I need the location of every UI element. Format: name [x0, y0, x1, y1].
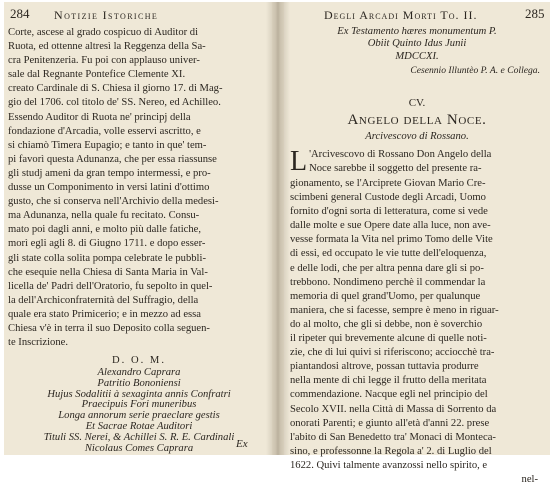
text-line: dalle molte e sue Opere date alla luce, non ave- — [290, 220, 491, 232]
left-page-number: 284 — [10, 6, 30, 21]
text-line: trebbono. Nondimeno perchè il commendar la — [290, 276, 486, 288]
text-line: gio del 1706. col titolo de' SS. Nereo, ed Achilleo. — [8, 97, 221, 109]
left-page — [4, 2, 272, 455]
text-line: gli studj ameni da gran tempo intermessi, e pro- — [8, 167, 211, 179]
right-body-text — [290, 148, 546, 487]
text-line: vesse formata la Vita nel primo Tomo delle Vite — [290, 234, 493, 246]
text-line: cra Penitenzeria. Fu poi con applauso univer- — [8, 55, 200, 67]
text-line: e delle lodi, che per altra penna dare gli si po- — [290, 262, 484, 274]
text-line: piantandosi altrove, possan tuttavia produrre — [290, 361, 479, 373]
inscription-line: Praecipuis Fori muneribus — [81, 399, 197, 411]
text-line: Chiesa v'è in terra il suo Deposito colla seguen- — [8, 322, 210, 334]
text-line: mato poi dagli anni, e molto più dalle fatiche, — [8, 224, 201, 236]
text-line: commendazione. Nacque egli nel principio del — [290, 389, 488, 401]
book-spread — [4, 2, 550, 485]
inscription-line: Patritio Bononiensi — [97, 377, 181, 389]
text-line: quale era stato Primicerio; e in mezzo ad essa — [8, 308, 201, 320]
inscription — [8, 354, 270, 454]
text-line: morì egli agli 8. di Giugno 1711. e dopo esser- — [8, 238, 206, 250]
text-line: Ruota, ed ottenne altresì la Reggenza della Sa- — [8, 41, 206, 53]
book-gutter — [266, 2, 290, 455]
left-catchword: Ex — [236, 438, 248, 450]
inscription-line: Longa annorum serie praeclare gestis — [58, 410, 220, 422]
inscription-line: Et Sacrae Rotae Auditori — [85, 421, 193, 433]
text-line: pi favorì questa Adunanza, che per essa riassunse — [8, 153, 217, 165]
inscription-line: Hujus Sodalitii à sexaginta annis Confratri — [47, 388, 231, 400]
right-running-head: Degli Arcadi Morti To. II. — [324, 8, 478, 22]
text-line: scimbeni general Custode degli Arcadi, Uomo — [290, 192, 486, 204]
text-line: Secolo XVII. nella Città di Massa di Sorrento da — [290, 403, 497, 415]
right-epitaph — [288, 26, 546, 79]
inscription-line: Alexandro Caprara — [97, 367, 181, 379]
text-line: gusto, che si conserva nell'Archivio della medesi- — [8, 196, 219, 208]
chapter-title: Angelo della Noce. — [347, 112, 487, 128]
text-line: memoria di quel grand'Uomo, per qualunque — [290, 290, 481, 302]
text-line: gionamento, se l'Arciprete Giovan Mario Cre- — [290, 178, 486, 189]
chapter-number: CV. — [408, 97, 426, 109]
inscription-line: Nicolaus Comes Caprara — [84, 442, 194, 454]
left-running-head: Notizie Istoriche — [54, 8, 159, 22]
chapter-subtitle: Arcivescovo di Rossano. — [365, 131, 469, 142]
text-line: fondazione d'Arcadia, volle esservi ascritto, e — [8, 125, 201, 137]
text-line: gli state colla solita pompa celebrate le pubbli- — [8, 252, 206, 264]
left-body-text — [8, 26, 270, 350]
text-line: si chiamò Timera Eupagio; e tanto in que' tem- — [8, 139, 207, 151]
text-line: dusse un Componimento in versi latini d'ottimo — [8, 182, 210, 194]
text-line: Noce sarebbe il soggetto del presente ra- — [309, 163, 482, 175]
text-line: nel- — [521, 473, 538, 485]
text-line: Corte, ascese al grado cospicuo di Auditor di — [8, 27, 199, 38]
text-line: sale dal Regnante Pontefice Clemente XI. — [8, 69, 186, 81]
epitaph-line: MDCCXI. — [395, 50, 439, 62]
text-line: ma Adunanza, nella quale fu recitato. Consu- — [8, 210, 200, 222]
drop-cap: L — [290, 146, 308, 177]
text-line: l'abito di San Benedetto tra' Monaci di Monteca- — [290, 431, 496, 443]
text-line: sino, e professonne la Regola a' 2. di Luglio del — [290, 445, 492, 457]
inscription-line: Tituli SS. Nerei, & Achillei S. R. E. Cardinali — [43, 431, 235, 443]
text-line: 1622. Quivi talmente avanzossi nello spirito, e — [290, 459, 488, 471]
text-line: licella de' Padri dell'Oratorio, fu sepolto in quel- — [8, 280, 213, 292]
text-line: onorati Parenti; e giunto all'età d'anni 22. prese — [290, 417, 490, 429]
right-page — [284, 2, 550, 485]
text-line: creato Cardinale di S. Chiesa il giorno 17. di Mag- — [8, 83, 223, 95]
inscription-line: D. O. M. — [112, 355, 166, 366]
epitaph-line: Ex Testamento hæres monumentum P. — [337, 26, 497, 37]
right-page-number: 285 — [525, 6, 545, 21]
text-line: Essendo Auditor di Ruota ne' principj della — [8, 111, 191, 123]
epitaph-line: Obiit Quinto Idus Junii — [367, 38, 467, 50]
text-line: la dell'Archiconfraternità del Suffragio, della — [8, 294, 199, 306]
text-line: maniera, che si facesse, sempre è meno in riguar- — [290, 304, 499, 316]
text-line: il ripeter qui brevemente alcune di quelle noti- — [290, 333, 487, 345]
text-line: 'Arcivescovo di Rossano Don Angelo della — [309, 149, 492, 160]
text-line: nella mente di chi legge il frutto della meritata — [290, 375, 487, 387]
text-line: di essi, ed occupato le vie tutte dell'eloquenza, — [290, 248, 487, 260]
text-line: fornito d'ogni sorta di letteratura, come si vede — [290, 206, 488, 218]
text-line: che esequie nella Chiesa di Santa Maria in Val- — [8, 266, 208, 278]
text-line: te Inscrizione. — [8, 337, 69, 349]
attribution-line: Cesennio Illuntèo P. A. e Collega. — [410, 65, 540, 77]
text-line: do al molto, che gli si debbe, non è soverchio — [290, 318, 483, 330]
text-line: zie, che di lui quivi si riferiscono; acciocchè tra- — [290, 347, 495, 359]
